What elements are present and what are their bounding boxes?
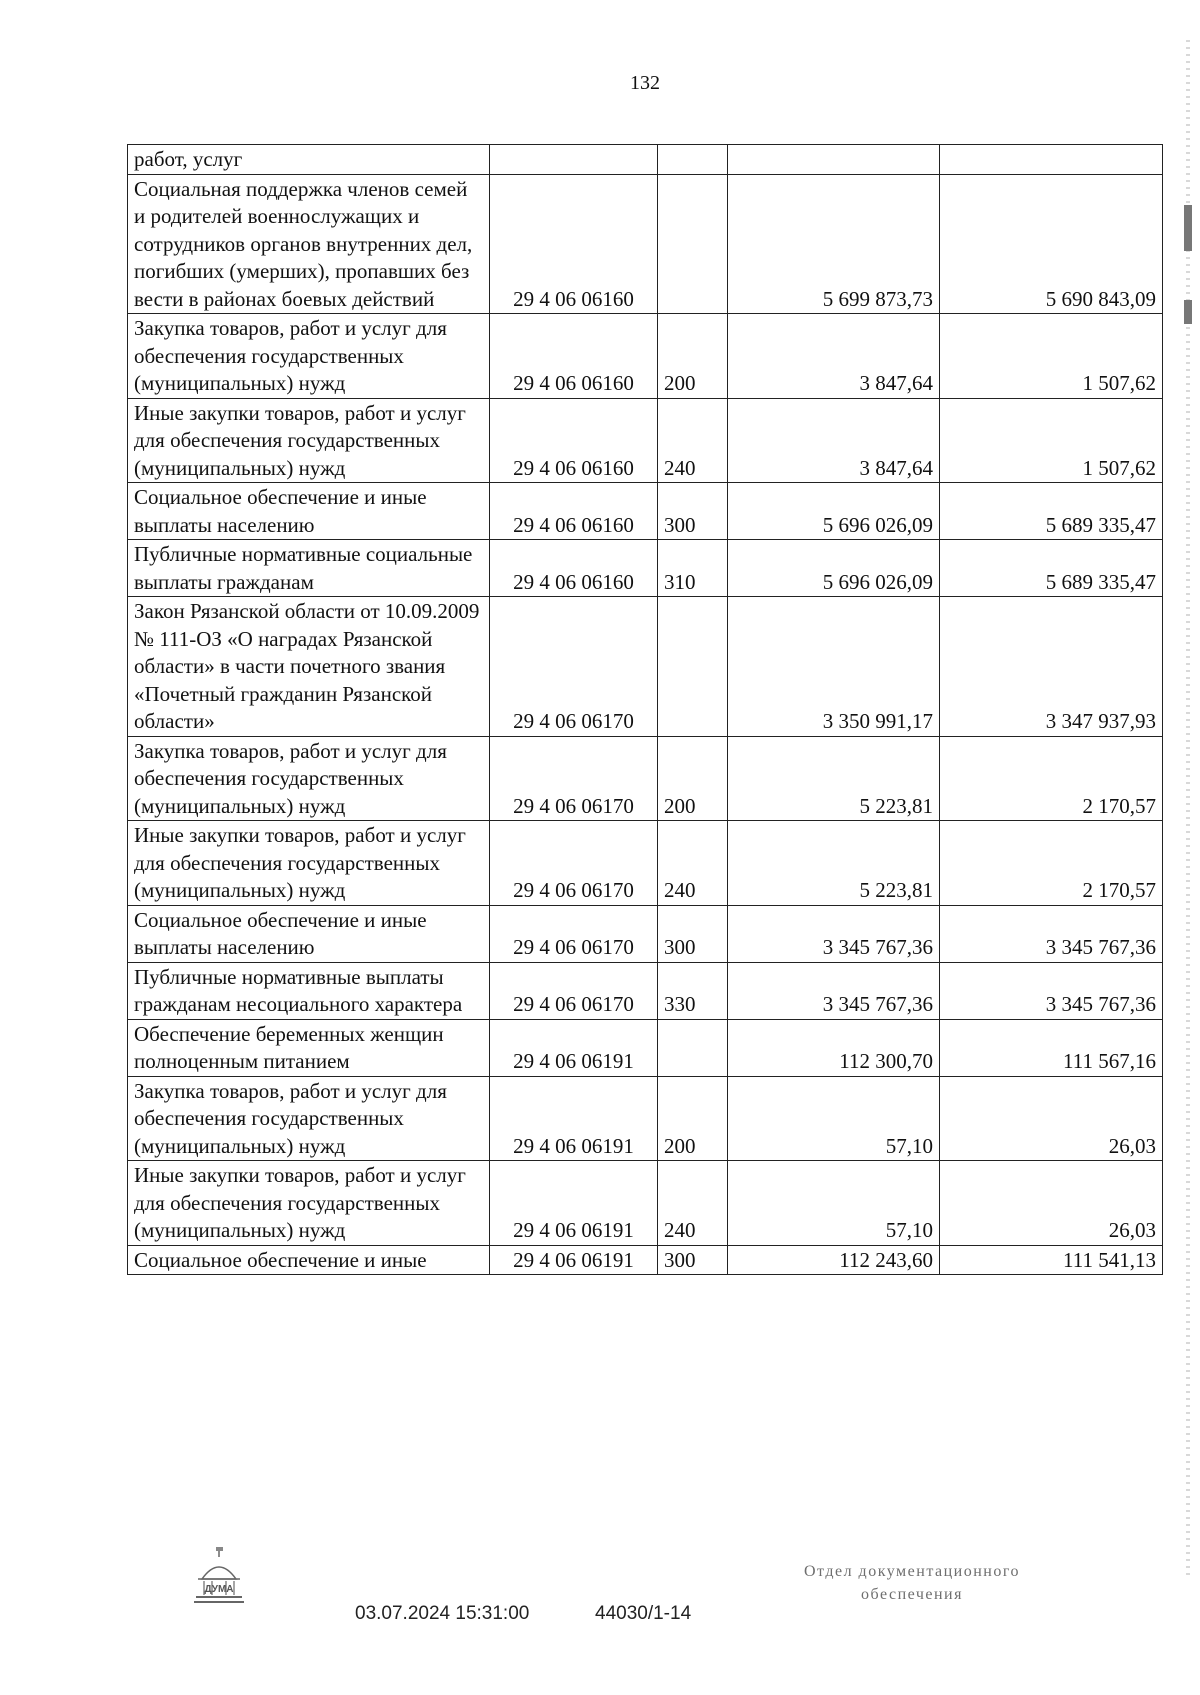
- expense-type-cell: [658, 1019, 728, 1076]
- amount-executed-cell: 3 347 937,93: [940, 597, 1163, 737]
- amount-planned-cell: 3 847,64: [728, 398, 940, 483]
- amount-planned-cell: 5 223,81: [728, 821, 940, 906]
- row-name-cell: Социальное обеспечение и иные выплаты населению: [128, 483, 490, 540]
- amount-executed-cell: 5 689 335,47: [940, 483, 1163, 540]
- table-row: [128, 145, 1163, 175]
- target-code-cell: 29 4 06 06160: [490, 483, 658, 540]
- row-name-cell: Социальное обеспечение и иные выплаты населению: [128, 905, 490, 962]
- expense-type-cell: 300: [658, 483, 728, 540]
- table-row: [128, 597, 1163, 737]
- target-code-cell: 29 4 06 06191: [490, 1161, 658, 1246]
- amount-planned-cell: 5 696 026,09: [728, 540, 940, 597]
- expense-type-cell: 240: [658, 398, 728, 483]
- target-code-cell: 29 4 06 06170: [490, 821, 658, 906]
- amount-executed-cell: 3 345 767,36: [940, 905, 1163, 962]
- amount-planned-cell: [728, 145, 940, 175]
- row-name-cell: Социальное обеспечение и иные: [128, 1245, 490, 1275]
- amount-planned-cell: 5 699 873,73: [728, 174, 940, 314]
- target-code-cell: 29 4 06 06160: [490, 398, 658, 483]
- budget-table-body: [128, 145, 1163, 1275]
- row-name-cell: Иные закупки товаров, работ и услуг для обеспечения государственных (муниципальных) нужд: [128, 821, 490, 906]
- amount-planned-cell: 3 847,64: [728, 314, 940, 399]
- target-code-cell: 29 4 06 06191: [490, 1245, 658, 1275]
- amount-executed-cell: [940, 145, 1163, 175]
- amount-planned-cell: 3 350 991,17: [728, 597, 940, 737]
- amount-executed-cell: 111 541,13: [940, 1245, 1163, 1275]
- amount-planned-cell: 3 345 767,36: [728, 905, 940, 962]
- amount-planned-cell: 57,10: [728, 1076, 940, 1161]
- budget-table-container: [127, 144, 1162, 1275]
- table-row: [128, 736, 1163, 821]
- stamp-line-1: Отдел документационного: [803, 1563, 1021, 1580]
- stamp-line-2: обеспечения: [861, 1586, 963, 1603]
- page-number: 132: [630, 72, 660, 94]
- row-name-cell: Обеспечение беременных женщин полноценным питанием: [128, 1019, 490, 1076]
- row-name-cell: Закупка товаров, работ и услуг для обеспечения государственных (муниципальных) нужд: [128, 1076, 490, 1161]
- row-name-cell: Иные закупки товаров, работ и услуг для обеспечения государственных (муниципальных) нужд: [128, 398, 490, 483]
- amount-planned-cell: 112 300,70: [728, 1019, 940, 1076]
- expense-type-cell: [658, 145, 728, 175]
- amount-planned-cell: 57,10: [728, 1161, 940, 1246]
- row-name-cell: Публичные нормативные социальные выплаты гражданам: [128, 540, 490, 597]
- scan-edge-artifact: [1186, 40, 1190, 1580]
- target-code-cell: 29 4 06 06191: [490, 1076, 658, 1161]
- amount-executed-cell: 1 507,62: [940, 314, 1163, 399]
- amount-executed-cell: 3 345 767,36: [940, 962, 1163, 1019]
- target-code-cell: 29 4 06 06160: [490, 174, 658, 314]
- expense-type-cell: 200: [658, 736, 728, 821]
- amount-executed-cell: 2 170,57: [940, 736, 1163, 821]
- amount-planned-cell: 3 345 767,36: [728, 962, 940, 1019]
- table-row: [128, 821, 1163, 906]
- expense-type-cell: 200: [658, 314, 728, 399]
- table-row: [128, 483, 1163, 540]
- table-row: [128, 962, 1163, 1019]
- expense-type-cell: 240: [658, 1161, 728, 1246]
- expense-type-cell: 310: [658, 540, 728, 597]
- registration-timestamp: 03.07.2024 15:31:00: [355, 1603, 530, 1624]
- amount-executed-cell: 2 170,57: [940, 821, 1163, 906]
- expense-type-cell: 330: [658, 962, 728, 1019]
- table-row: [128, 1019, 1163, 1076]
- table-row: [128, 1161, 1163, 1246]
- amount-planned-cell: 5 696 026,09: [728, 483, 940, 540]
- target-code-cell: [490, 145, 658, 175]
- amount-planned-cell: 5 223,81: [728, 736, 940, 821]
- table-row: [128, 1076, 1163, 1161]
- expense-type-cell: 300: [658, 905, 728, 962]
- target-code-cell: 29 4 06 06160: [490, 540, 658, 597]
- table-row: [128, 1245, 1163, 1275]
- table-row: [128, 174, 1163, 314]
- target-code-cell: 29 4 06 06170: [490, 962, 658, 1019]
- amount-executed-cell: 5 689 335,47: [940, 540, 1163, 597]
- row-name-cell: Публичные нормативные выплаты гражданам несоциального характера: [128, 962, 490, 1019]
- duma-logo: [192, 1545, 246, 1607]
- table-row: [128, 398, 1163, 483]
- row-name-cell: работ, услуг: [128, 145, 490, 175]
- expense-type-cell: 300: [658, 1245, 728, 1275]
- budget-table: [127, 144, 1163, 1275]
- target-code-cell: 29 4 06 06191: [490, 1019, 658, 1076]
- svg-text:ДУМА: ДУМА: [204, 1584, 234, 1595]
- amount-planned-cell: 112 243,60: [728, 1245, 940, 1275]
- table-row: [128, 540, 1163, 597]
- row-name-cell: Иные закупки товаров, работ и услуг для обеспечения государственных (муниципальных) нужд: [128, 1161, 490, 1246]
- row-name-cell: Закупка товаров, работ и услуг для обеспечения государственных (муниципальных) нужд: [128, 736, 490, 821]
- target-code-cell: 29 4 06 06170: [490, 905, 658, 962]
- expense-type-cell: 200: [658, 1076, 728, 1161]
- amount-executed-cell: 1 507,62: [940, 398, 1163, 483]
- registration-number: 44030/1-14: [595, 1603, 692, 1624]
- expense-type-cell: 240: [658, 821, 728, 906]
- table-row: [128, 314, 1163, 399]
- amount-executed-cell: 26,03: [940, 1076, 1163, 1161]
- row-name-cell: Социальная поддержка членов семей и родителей военнослужащих и сотрудников органов внутренних дел, погибших (умерших), пропавших без вести в районах боевых действий: [128, 174, 490, 314]
- department-stamp: [752, 1560, 1072, 1606]
- target-code-cell: 29 4 06 06170: [490, 597, 658, 737]
- target-code-cell: 29 4 06 06170: [490, 736, 658, 821]
- row-name-cell: Закон Рязанской области от 10.09.2009 № 111-ОЗ «О наградах Рязанской области» в части почетного звания «Почетный гражданин Рязанской области»: [128, 597, 490, 737]
- amount-executed-cell: 26,03: [940, 1161, 1163, 1246]
- scan-mark: [1184, 205, 1192, 251]
- expense-type-cell: [658, 174, 728, 314]
- expense-type-cell: [658, 597, 728, 737]
- row-name-cell: Закупка товаров, работ и услуг для обеспечения государственных (муниципальных) нужд: [128, 314, 490, 399]
- scan-mark: [1184, 300, 1192, 324]
- amount-executed-cell: 111 567,16: [940, 1019, 1163, 1076]
- target-code-cell: 29 4 06 06160: [490, 314, 658, 399]
- table-row: [128, 905, 1163, 962]
- amount-executed-cell: 5 690 843,09: [940, 174, 1163, 314]
